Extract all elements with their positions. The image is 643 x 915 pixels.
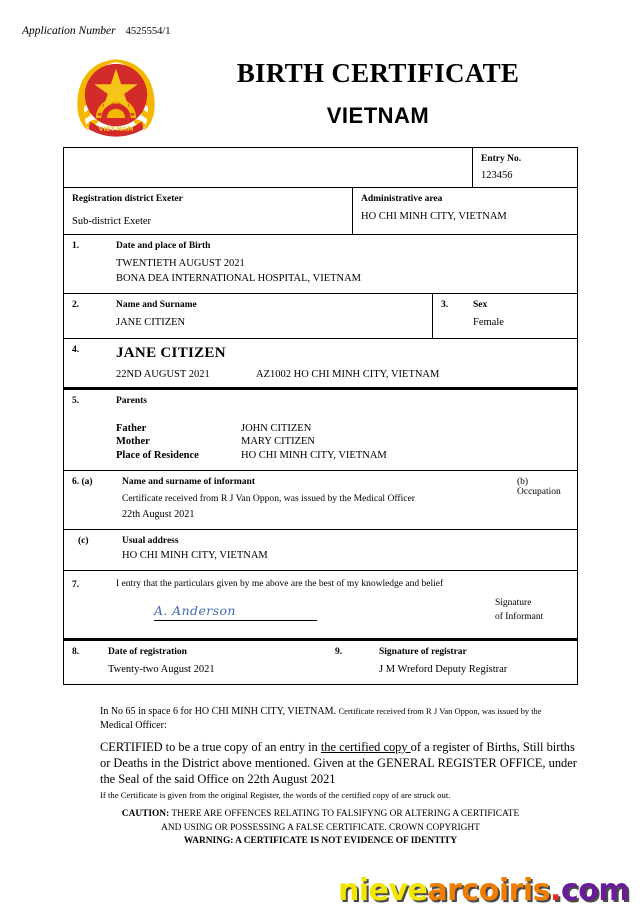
table-row-section-6a (64, 471, 577, 530)
application-number-value: 4525554/1 (125, 26, 171, 37)
caution-line-1 (63, 808, 578, 822)
caution-warning-block (63, 808, 578, 849)
entry-no-label: Entry No. (481, 154, 522, 164)
footer-note: If the Certificate is given from the original Register, the words of the certified copy of are struck out. (100, 790, 451, 801)
section-2-number: 2. (72, 300, 80, 311)
section-8-wrap (64, 641, 327, 684)
mother-value: MARY CITIZEN (241, 436, 315, 448)
section-7-declaration: I entry that the particulars given by me above are the best of my knowledge and belief (116, 578, 444, 589)
emblem-banner-text: VIET NAM (98, 124, 134, 133)
footer-para1-part-b: Certificate received from R J Van Oppon, was issued by the (338, 706, 542, 716)
certified-text-post: of a register of Births, Still births or Deaths in the District above mentioned. Given at the GENERAL REGISTER OFFICE, under the Seal of the said Office on 22th August 2021 (100, 740, 577, 787)
country-subtitle: VIETNAM (326, 103, 430, 128)
section-3-cell (473, 294, 577, 337)
parent-row-residence (116, 449, 569, 463)
section-8-cell (108, 641, 327, 684)
administrative-area-value: HO CHI MINH CITY, VIETNAM (361, 211, 507, 222)
section-8-value: Twenty-two August 2021 (108, 663, 215, 675)
table-row-section-7 (64, 571, 577, 639)
father-value: JOHN CITIZEN (241, 422, 312, 434)
page-title: BIRTH CERTIFICATE (236, 58, 520, 88)
parent-row-father (116, 422, 569, 436)
section-5-number: 5. (72, 395, 80, 406)
section-6c-label: Usual address (122, 535, 179, 546)
section-2-cell (108, 294, 433, 337)
parents-list (116, 422, 569, 464)
table-row-section-4 (64, 339, 577, 388)
caution-label: CAUTION: (121, 809, 170, 819)
vietnam-national-emblem-icon (70, 52, 162, 140)
registration-district-cell (64, 188, 353, 234)
footer-certified-paragraph (100, 739, 578, 787)
section-1-cell (108, 235, 577, 293)
informant-signature: A. Anderson (154, 602, 236, 618)
parent-row-mother (116, 435, 569, 449)
section-6a-cell (114, 471, 577, 529)
section-6a-label: Name and surname of informant (122, 477, 255, 488)
section-4-place: AZ1002 HO CHI MINH CITY, VIETNAM (256, 368, 440, 380)
entry-row-blank-cell (64, 148, 473, 187)
warning-line: WARNING: A CERTIFICATE IS NOT EVIDENCE OF IDENTITY (183, 836, 458, 847)
entry-no-value: 123456 (481, 170, 513, 181)
section-3-number: 3. (441, 300, 449, 311)
subdistrict-value: Sub-district Exeter (72, 216, 152, 227)
table-row-section-1 (64, 235, 577, 294)
father-label: Father (116, 422, 147, 434)
section-9-cell (379, 641, 577, 684)
section-5-cell (108, 390, 577, 471)
application-number-label: Application Number (22, 25, 116, 37)
section-6c-cell (114, 530, 577, 570)
residence-label: Place of Residence (116, 450, 199, 462)
section-4-cell (108, 339, 577, 387)
watermark-part-dot: . (550, 873, 561, 908)
entry-no-cell (473, 148, 577, 187)
administrative-area-cell (353, 188, 577, 234)
section-4-name: JANE CITIZEN (116, 344, 226, 361)
section-9-label: Signature of registrar (379, 646, 467, 657)
section-4-number: 4. (72, 344, 80, 355)
table-row-section-8-9 (64, 639, 577, 684)
administrative-area-label: Administrative area (361, 194, 443, 204)
certificate-header (0, 48, 643, 144)
caution-line-2: AND USING OR POSSESSING A FALSE CERTIFICATE. CROWN COPYRIGHT (161, 822, 480, 833)
footer-para1-part-a: In No 65 in space 6 for HO CHI MINH CITY, VIETNAM. (100, 706, 336, 717)
section-4-date: 22ND AUGUST 2021 (116, 368, 210, 380)
table-row-section-2-3 (64, 294, 577, 338)
residence-value: HO CHI MINH CITY, VIETNAM (241, 450, 387, 462)
table-row-section-6c (64, 530, 577, 571)
site-watermark (338, 873, 629, 908)
signature-label-line-1: Signature (495, 597, 532, 608)
section-7-number: 7. (72, 579, 80, 590)
registration-district-label: Registration district Exeter (72, 194, 183, 204)
certified-copy-underlined: the certified copy (320, 740, 411, 754)
section-4-detail-row (116, 369, 569, 380)
mother-label: Mother (116, 436, 150, 448)
section-1-label: Date and place of Birth (116, 241, 211, 251)
application-number (22, 25, 171, 39)
table-row-registration-district (64, 188, 577, 235)
section-6a-line-2: 22th August 2021 (122, 509, 195, 521)
section-3-wrap (433, 294, 577, 337)
watermark-part-arcoiris: arcoiris (427, 873, 551, 908)
signature-rule-line (154, 619, 317, 621)
section-6a-number: 6. (a) (72, 477, 93, 488)
section-8-label: Date of registration (108, 646, 187, 657)
section-7-cell (108, 571, 577, 638)
table-row-section-5 (64, 388, 577, 472)
footer-paragraph-1 (100, 705, 578, 732)
section-9-wrap (327, 641, 577, 684)
section-1-place: BONA DEA INTERNATIONAL HOSPITAL, VIETNAM (116, 273, 362, 285)
watermark-part-com: com (560, 873, 630, 908)
watermark-part-nieve: nieve (338, 873, 428, 908)
section-3-label: Sex (473, 300, 488, 311)
certificate-table (63, 147, 578, 685)
section-1-number: 1. (72, 241, 80, 251)
section-1-date: TWENTIETH AUGUST 2021 (116, 258, 245, 269)
section-6a-line-1: Certificate received from R J Van Oppon, was issued by the Medical Officer (122, 493, 415, 505)
section-2-label: Name and Surname (116, 300, 197, 311)
section-5-label: Parents (116, 395, 147, 406)
certified-text-pre: CERTIFIED to be a true copy of an entry in (100, 740, 321, 754)
signature-of-informant-label (495, 597, 567, 625)
section-8-number: 8. (72, 646, 80, 657)
caution-text-1: THERE ARE OFFENCES RELATING TO FALSIFYNG OR ALTERING A CERTIFICATE (169, 809, 520, 819)
section-3-value: Female (473, 317, 504, 329)
footer-para1-part-c: Medical Officer: (100, 719, 167, 731)
signature-label-line-2: of Informant (495, 611, 544, 622)
section-6a-header-row (122, 477, 569, 498)
section-6c-number: (c) (78, 535, 89, 546)
section-6c-value: HO CHI MINH CITY, VIETNAM (122, 549, 268, 561)
table-row-entry-no (64, 148, 577, 188)
section-9-number: 9. (335, 646, 343, 657)
certification-footer (100, 705, 578, 800)
section-9-value: J M Wreford Deputy Registrar (379, 663, 508, 675)
section-6b-occupation-label: (b) Occupation (517, 477, 561, 498)
section-2-value: JANE CITIZEN (116, 317, 186, 329)
